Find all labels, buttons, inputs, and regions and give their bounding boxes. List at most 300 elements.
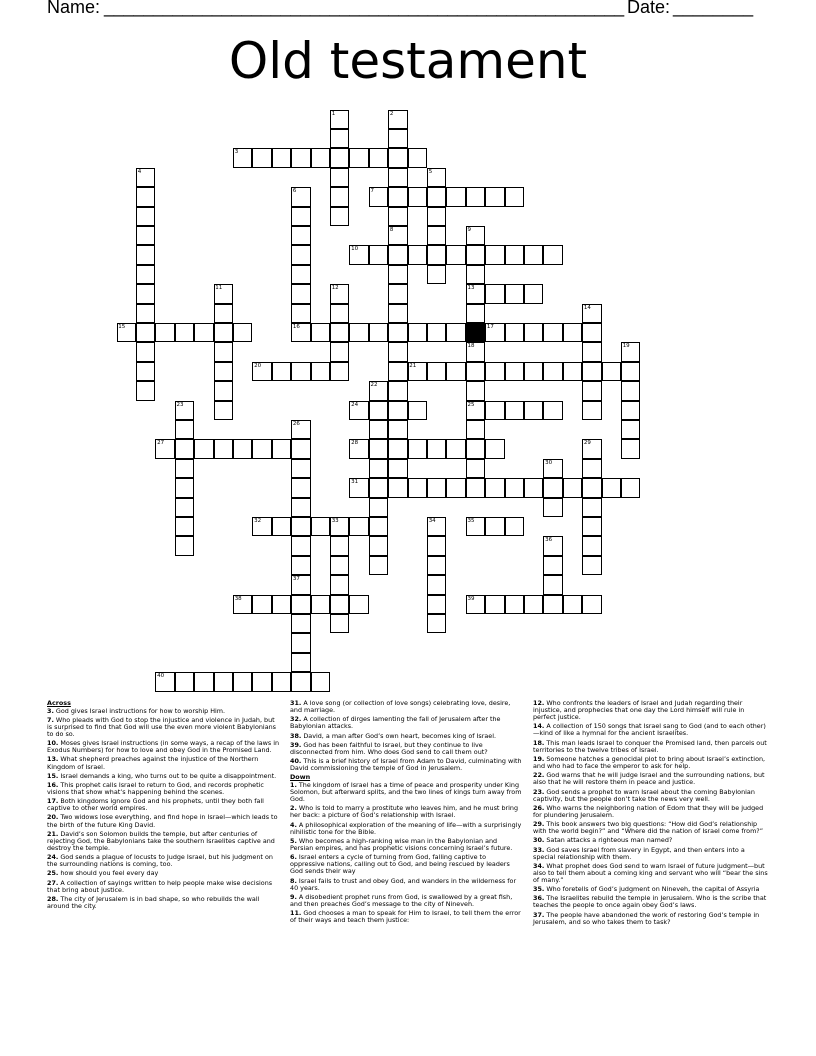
grid-cell[interactable]	[621, 381, 640, 400]
clue	[290, 854, 522, 875]
grid-cell[interactable]	[136, 284, 155, 303]
date-line[interactable]: ________	[673, 0, 754, 17]
grid-cell[interactable]	[563, 595, 582, 614]
grid-cell[interactable]	[194, 672, 213, 691]
grid-cell[interactable]	[621, 439, 640, 458]
grid-cell[interactable]	[291, 536, 310, 555]
grid-cell[interactable]	[563, 362, 582, 381]
grid-cell[interactable]	[136, 342, 155, 361]
grid-cell[interactable]	[369, 245, 388, 264]
grid-cell[interactable]	[388, 401, 407, 420]
clue-number: 4.	[290, 820, 297, 829]
grid-cell[interactable]	[582, 556, 601, 575]
grid-cell[interactable]	[543, 323, 562, 342]
name-line[interactable]: _____________________________________________________	[104, 0, 624, 17]
grid-cell[interactable]	[136, 226, 155, 245]
grid-cell[interactable]	[349, 517, 368, 536]
grid-cell[interactable]	[582, 478, 601, 497]
grid-cell[interactable]	[311, 362, 330, 381]
clue-number: 30	[545, 459, 553, 466]
grid-cell[interactable]	[524, 401, 543, 420]
grid-cell[interactable]	[505, 284, 524, 303]
clue-number: 23	[176, 401, 184, 408]
grid-cell[interactable]	[252, 148, 271, 167]
grid-cell[interactable]	[291, 556, 310, 575]
clue	[47, 708, 280, 715]
clue-number: 23.	[533, 787, 545, 796]
grid-cell[interactable]	[466, 459, 485, 478]
clue	[533, 837, 769, 844]
grid-cell[interactable]	[388, 207, 407, 226]
grid-cell[interactable]	[427, 556, 446, 575]
grid-cell[interactable]	[524, 284, 543, 303]
grid-cell[interactable]	[485, 401, 504, 420]
grid-cell[interactable]	[214, 439, 233, 458]
grid-cell[interactable]	[485, 187, 504, 206]
clue-number: 19	[622, 343, 630, 350]
grid-cell[interactable]	[214, 362, 233, 381]
grid-cell[interactable]	[563, 323, 582, 342]
grid-cell[interactable]	[427, 265, 446, 284]
grid-cell[interactable]	[291, 265, 310, 284]
grid-cell[interactable]	[485, 362, 504, 381]
grid-cell[interactable]	[291, 439, 310, 458]
clue-number: 13	[467, 285, 475, 292]
grid-cell[interactable]	[466, 362, 485, 381]
clue-number: 39.	[290, 740, 302, 749]
grid-cell[interactable]	[427, 536, 446, 555]
grid-cell[interactable]	[388, 478, 407, 497]
clue	[533, 912, 769, 926]
grid-cell[interactable]	[388, 245, 407, 264]
clue-number: 40	[157, 673, 165, 680]
grid-cell[interactable]	[408, 439, 427, 458]
grid-cell[interactable]	[505, 517, 524, 536]
clue	[47, 870, 280, 877]
grid-cell[interactable]	[485, 595, 504, 614]
grid-cell[interactable]	[369, 148, 388, 167]
grid-cell[interactable]	[330, 187, 349, 206]
grid-cell[interactable]	[369, 556, 388, 575]
clue-number: 21.	[47, 829, 59, 838]
grid-cell[interactable]	[505, 401, 524, 420]
clue-number: 3.	[47, 706, 54, 715]
grid-cell[interactable]	[388, 342, 407, 361]
grid-cell[interactable]	[485, 517, 504, 536]
clue-text: how should you feel every day	[58, 869, 159, 878]
grid-cell[interactable]	[214, 304, 233, 323]
clue-text: David’s son Solomon builds the temple, but after centuries of rejecting God, the Babylonians take the southern Israelites captive and destroy the temple.	[47, 829, 275, 852]
grid-cell[interactable]	[214, 323, 233, 342]
clue-text: God chooses a man to speak for Him to Israel, to tell them the error of their ways and teach them justice:	[290, 909, 521, 925]
grid-cell[interactable]	[291, 304, 310, 323]
clue-number: 29.	[533, 820, 545, 829]
clue-text: Who becomes a high-ranking wise man in the Babylonian and Persian empires, and has prophetic visions concerning Israel’s future.	[290, 836, 513, 852]
grid-cell[interactable]	[272, 595, 291, 614]
clue-number: 12	[331, 285, 339, 292]
grid-cell[interactable]	[582, 536, 601, 555]
grid-cell[interactable]	[214, 342, 233, 361]
grid-cell[interactable]	[621, 362, 640, 381]
grid-cell[interactable]	[388, 304, 407, 323]
grid-cell[interactable]	[330, 168, 349, 187]
grid-cell[interactable]	[466, 439, 485, 458]
clue-number: 39	[467, 595, 475, 602]
grid-cell[interactable]	[388, 362, 407, 381]
grid-cell[interactable]	[330, 556, 349, 575]
clue-number: 30.	[533, 836, 545, 845]
grid-cell[interactable]	[427, 226, 446, 245]
grid-cell[interactable]	[582, 595, 601, 614]
grid-cell[interactable]	[291, 245, 310, 264]
grid-cell[interactable]	[427, 439, 446, 458]
grid-cell[interactable]	[505, 362, 524, 381]
grid-cell[interactable]	[291, 614, 310, 633]
grid-cell[interactable]	[272, 148, 291, 167]
grid-cell[interactable]	[175, 536, 194, 555]
grid-cell[interactable]	[155, 323, 174, 342]
clue-text: What prophet does God send to warn Israel of future judgment—but also to tell them about a coming king and servant who will “bear the sins of many.”	[533, 861, 768, 884]
clue	[533, 863, 769, 884]
grid-cell[interactable]	[427, 614, 446, 633]
grid-cell[interactable]	[369, 517, 388, 536]
grid-cell[interactable]	[485, 245, 504, 264]
clue	[47, 831, 280, 852]
grid-cell[interactable]	[582, 459, 601, 478]
grid-cell[interactable]	[311, 595, 330, 614]
grid-cell[interactable]	[505, 245, 524, 264]
grid-cell[interactable]	[524, 478, 543, 497]
clue-number: 29	[583, 440, 591, 447]
grid-cell[interactable]	[214, 381, 233, 400]
grid-cell[interactable]	[175, 478, 194, 497]
grid-cell[interactable]	[388, 187, 407, 206]
clue	[290, 894, 522, 908]
grid-cell[interactable]	[330, 148, 349, 167]
grid-cell[interactable]	[408, 478, 427, 497]
grid-cell[interactable]	[330, 207, 349, 226]
grid-cell[interactable]	[291, 672, 310, 691]
grid-cell[interactable]	[252, 672, 271, 691]
grid-cell[interactable]	[388, 381, 407, 400]
grid-cell[interactable]	[136, 265, 155, 284]
clue	[290, 878, 522, 892]
grid-cell[interactable]	[427, 478, 446, 497]
clue	[290, 838, 522, 852]
grid-cell[interactable]	[369, 401, 388, 420]
grid-cell[interactable]	[136, 245, 155, 264]
grid-cell[interactable]	[466, 381, 485, 400]
grid-cell[interactable]	[427, 207, 446, 226]
grid-cell[interactable]	[427, 245, 446, 264]
clue-number: 32.	[290, 715, 302, 724]
clue-number: 22.	[533, 771, 545, 780]
grid-cell[interactable]	[505, 478, 524, 497]
grid-cell[interactable]	[291, 207, 310, 226]
grid-cell[interactable]	[311, 323, 330, 342]
grid-cell[interactable]	[582, 342, 601, 361]
grid-cell[interactable]	[388, 129, 407, 148]
grid-cell[interactable]	[388, 284, 407, 303]
grid-cell[interactable]	[446, 478, 465, 497]
grid-cell[interactable]	[136, 362, 155, 381]
grid-cell[interactable]	[446, 245, 465, 264]
grid-cell[interactable]	[408, 245, 427, 264]
grid-cell[interactable]	[136, 381, 155, 400]
clue-number: 37	[292, 576, 300, 583]
clue	[533, 805, 769, 819]
grid-cell[interactable]	[136, 304, 155, 323]
clue-number: 28	[351, 440, 359, 447]
grid-cell[interactable]	[136, 207, 155, 226]
grid-cell[interactable]	[291, 148, 310, 167]
grid-cell[interactable]	[272, 517, 291, 536]
clue-number: 25	[467, 401, 475, 408]
grid-cell[interactable]	[311, 672, 330, 691]
clue-number: 24	[351, 401, 359, 408]
grid-cell[interactable]	[175, 672, 194, 691]
grid-cell[interactable]	[194, 439, 213, 458]
grid-cell[interactable]	[505, 187, 524, 206]
clue-text: God sends a plague of locusts to Judge Israel, but his judgment on the surrounding nations is coming, too.	[47, 853, 273, 869]
grid-cell[interactable]	[427, 362, 446, 381]
grid-cell[interactable]	[330, 304, 349, 323]
grid-cell[interactable]	[485, 478, 504, 497]
clue-text: Someone hatches a genocidal plot to bring about Israel’s extinction, and who had to face the emperor to ask for help.	[533, 754, 766, 771]
clue-number: 21	[409, 362, 417, 369]
grid-cell[interactable]	[621, 401, 640, 420]
grid-cell[interactable]	[582, 498, 601, 517]
grid-cell[interactable]	[252, 595, 271, 614]
grid-cell[interactable]	[272, 439, 291, 458]
grid-cell[interactable]	[349, 595, 368, 614]
grid-cell[interactable]	[524, 245, 543, 264]
grid-cell[interactable]	[369, 478, 388, 497]
clue	[290, 805, 522, 819]
grid-cell[interactable]	[408, 323, 427, 342]
grid-cell[interactable]	[175, 439, 194, 458]
clue-text: A disobedient prophet runs from God, is swallowed by a great fish, and then preaches God’s message to the city of Nineveh.	[290, 892, 513, 908]
grid-cell[interactable]	[233, 439, 252, 458]
clue-number: 27.	[47, 878, 59, 887]
grid-cell[interactable]	[330, 323, 349, 342]
clue	[290, 716, 522, 730]
grid-cell[interactable]	[330, 575, 349, 594]
clue-text: This man leads Israel to conquer the Promised land, then parcels out territories to the twelve tribes of Israel.	[533, 738, 767, 754]
grid-cell[interactable]	[291, 226, 310, 245]
grid-cell[interactable]	[136, 187, 155, 206]
grid-cell[interactable]	[369, 439, 388, 458]
grid-cell[interactable]	[388, 420, 407, 439]
grid-cell[interactable]	[291, 284, 310, 303]
grid-cell[interactable]	[446, 323, 465, 342]
grid-cell[interactable]	[446, 362, 465, 381]
grid-cell[interactable]	[388, 265, 407, 284]
clue-number: 35.	[533, 885, 545, 894]
grid-cell[interactable]	[543, 498, 562, 517]
grid-cell[interactable]	[330, 362, 349, 381]
grid-cell[interactable]	[466, 478, 485, 497]
grid-cell[interactable]	[388, 459, 407, 478]
grid-cell[interactable]	[408, 401, 427, 420]
clue	[47, 814, 280, 828]
grid-cell[interactable]	[291, 517, 310, 536]
clue-number: 27	[157, 440, 165, 447]
clue-number: 33.	[533, 845, 545, 854]
grid-cell[interactable]	[369, 536, 388, 555]
grid-cell[interactable]	[543, 478, 562, 497]
grid-cell[interactable]	[427, 187, 446, 206]
grid-cell[interactable]	[582, 381, 601, 400]
grid-cell[interactable]	[388, 148, 407, 167]
grid-cell[interactable]	[524, 362, 543, 381]
grid-cell[interactable]	[311, 148, 330, 167]
grid-cell[interactable]	[330, 536, 349, 555]
date-label: Date:	[627, 0, 671, 17]
grid-cell[interactable]	[524, 323, 543, 342]
clue-text: Who is told to marry a prostitute who leaves him, and he must bring her back: a picture of God’s relationship with Israel.	[290, 804, 519, 820]
grid-cell[interactable]	[369, 498, 388, 517]
grid-cell[interactable]	[466, 265, 485, 284]
grid-cell[interactable]	[175, 323, 194, 342]
clue-number: 10.	[47, 739, 59, 748]
grid-cell[interactable]	[427, 595, 446, 614]
grid-cell[interactable]	[543, 245, 562, 264]
grid-cell[interactable]	[252, 439, 271, 458]
grid-cell[interactable]	[485, 284, 504, 303]
clue-text: God gives Israel instructions for how to worship Him.	[53, 706, 226, 715]
grid-cell[interactable]	[291, 362, 310, 381]
grid-cell[interactable]	[427, 575, 446, 594]
grid-cell[interactable]	[214, 672, 233, 691]
grid-cell[interactable]	[505, 595, 524, 614]
clue-number: 33	[331, 518, 339, 524]
clue-number: 6	[292, 188, 297, 195]
grid-cell[interactable]	[408, 148, 427, 167]
clue-text: Who confronts the leaders of Israel and Judah regarding their injustice, and prophecies that one day the Lord himself will rule in perfect justice.	[533, 699, 745, 722]
grid-cell[interactable]	[369, 420, 388, 439]
clue-text: A philosophical exploration of the meaning of life—with a surprisingly nihilistic tone for the Bible.	[290, 820, 522, 836]
grid-cell[interactable]	[175, 498, 194, 517]
grid-cell[interactable]	[543, 401, 562, 420]
grid-cell[interactable]	[582, 401, 601, 420]
clue-number: 20.	[47, 813, 59, 822]
grid-cell[interactable]	[524, 595, 543, 614]
clue	[533, 886, 769, 893]
grid-cell[interactable]	[466, 304, 485, 323]
grid-cell[interactable]	[214, 401, 233, 420]
grid-cell[interactable]	[330, 595, 349, 614]
grid-cell[interactable]	[369, 459, 388, 478]
clue	[290, 742, 522, 756]
grid-cell[interactable]	[388, 168, 407, 187]
clue-number: 18	[467, 343, 475, 350]
clue	[47, 896, 280, 910]
grid-cell[interactable]	[233, 672, 252, 691]
clue	[533, 740, 769, 754]
grid-cell[interactable]	[602, 478, 621, 497]
clue	[533, 821, 769, 835]
clue-text: A collection of dirges lamenting the fall of Jerusalem after the Babylonian attacks.	[290, 715, 501, 731]
grid-cell[interactable]	[388, 439, 407, 458]
grid-cell[interactable]	[291, 459, 310, 478]
grid-cell[interactable]	[311, 517, 330, 536]
clue-text: The city of Jerusalem is in bad shape, so who rebuilds the wall around the city.	[47, 894, 260, 910]
grid-cell[interactable]	[505, 323, 524, 342]
grid-cell[interactable]	[621, 478, 640, 497]
grid-cell[interactable]	[446, 187, 465, 206]
clue	[533, 756, 769, 770]
grid-cell[interactable]	[194, 323, 213, 342]
grid-cell[interactable]	[582, 517, 601, 536]
grid-cell[interactable]	[233, 323, 252, 342]
grid-cell[interactable]	[175, 420, 194, 439]
grid-cell[interactable]	[349, 323, 368, 342]
clue-number: 15.	[47, 771, 59, 780]
grid-cell[interactable]	[621, 420, 640, 439]
grid-cell[interactable]	[427, 323, 446, 342]
grid-cell[interactable]	[291, 498, 310, 517]
clue-number: 36	[545, 537, 553, 544]
grid-cell[interactable]	[466, 187, 485, 206]
grid-cell[interactable]	[272, 362, 291, 381]
grid-cell[interactable]	[543, 556, 562, 575]
clue-number: 6.	[290, 853, 297, 862]
grid-cell[interactable]	[602, 362, 621, 381]
clue-text: God sends a prophet to warn Israel about the coming Babylonian captivity, but the people don’t take the news very well.	[533, 787, 755, 803]
grid-cell[interactable]	[446, 439, 465, 458]
grid-cell[interactable]	[543, 575, 562, 594]
grid-cell[interactable]	[369, 323, 388, 342]
clue-number: 8	[389, 227, 394, 233]
clue-text: God saves Israel from slavery in Egypt, and then enters into a special relationship with them.	[533, 845, 745, 861]
clue-number: 31.	[290, 699, 302, 707]
grid-cell[interactable]	[485, 439, 504, 458]
grid-cell[interactable]	[330, 342, 349, 361]
grid-cell[interactable]	[543, 362, 562, 381]
clue-number: 36.	[533, 894, 545, 903]
clue	[290, 782, 522, 803]
grid-cell[interactable]	[272, 672, 291, 691]
grid-cell[interactable]	[330, 129, 349, 148]
grid-cell[interactable]	[388, 323, 407, 342]
clues-column-3	[533, 700, 769, 928]
grid-cell[interactable]	[466, 245, 485, 264]
grid-cell[interactable]	[175, 517, 194, 536]
grid-cell[interactable]	[582, 323, 601, 342]
grid-cell[interactable]	[582, 362, 601, 381]
clue-number: 8.	[290, 876, 297, 885]
grid-cell[interactable]	[543, 595, 562, 614]
black-cell	[466, 323, 485, 342]
grid-cell[interactable]	[291, 633, 310, 652]
grid-cell[interactable]	[349, 148, 368, 167]
clues-column-1	[47, 700, 280, 912]
grid-cell[interactable]	[291, 595, 310, 614]
clue-number: 20	[254, 362, 262, 369]
grid-cell[interactable]	[563, 478, 582, 497]
grid-cell[interactable]	[291, 478, 310, 497]
clue-number: 38.	[290, 731, 302, 740]
grid-cell[interactable]	[136, 323, 155, 342]
grid-cell[interactable]	[408, 187, 427, 206]
grid-cell[interactable]	[330, 614, 349, 633]
grid-cell[interactable]	[175, 459, 194, 478]
grid-cell[interactable]	[466, 420, 485, 439]
grid-cell[interactable]	[291, 653, 310, 672]
clue-text: Israel demands a king, who turns out to be quite a disappointment.	[58, 771, 277, 780]
clue-number: 3	[234, 149, 239, 156]
